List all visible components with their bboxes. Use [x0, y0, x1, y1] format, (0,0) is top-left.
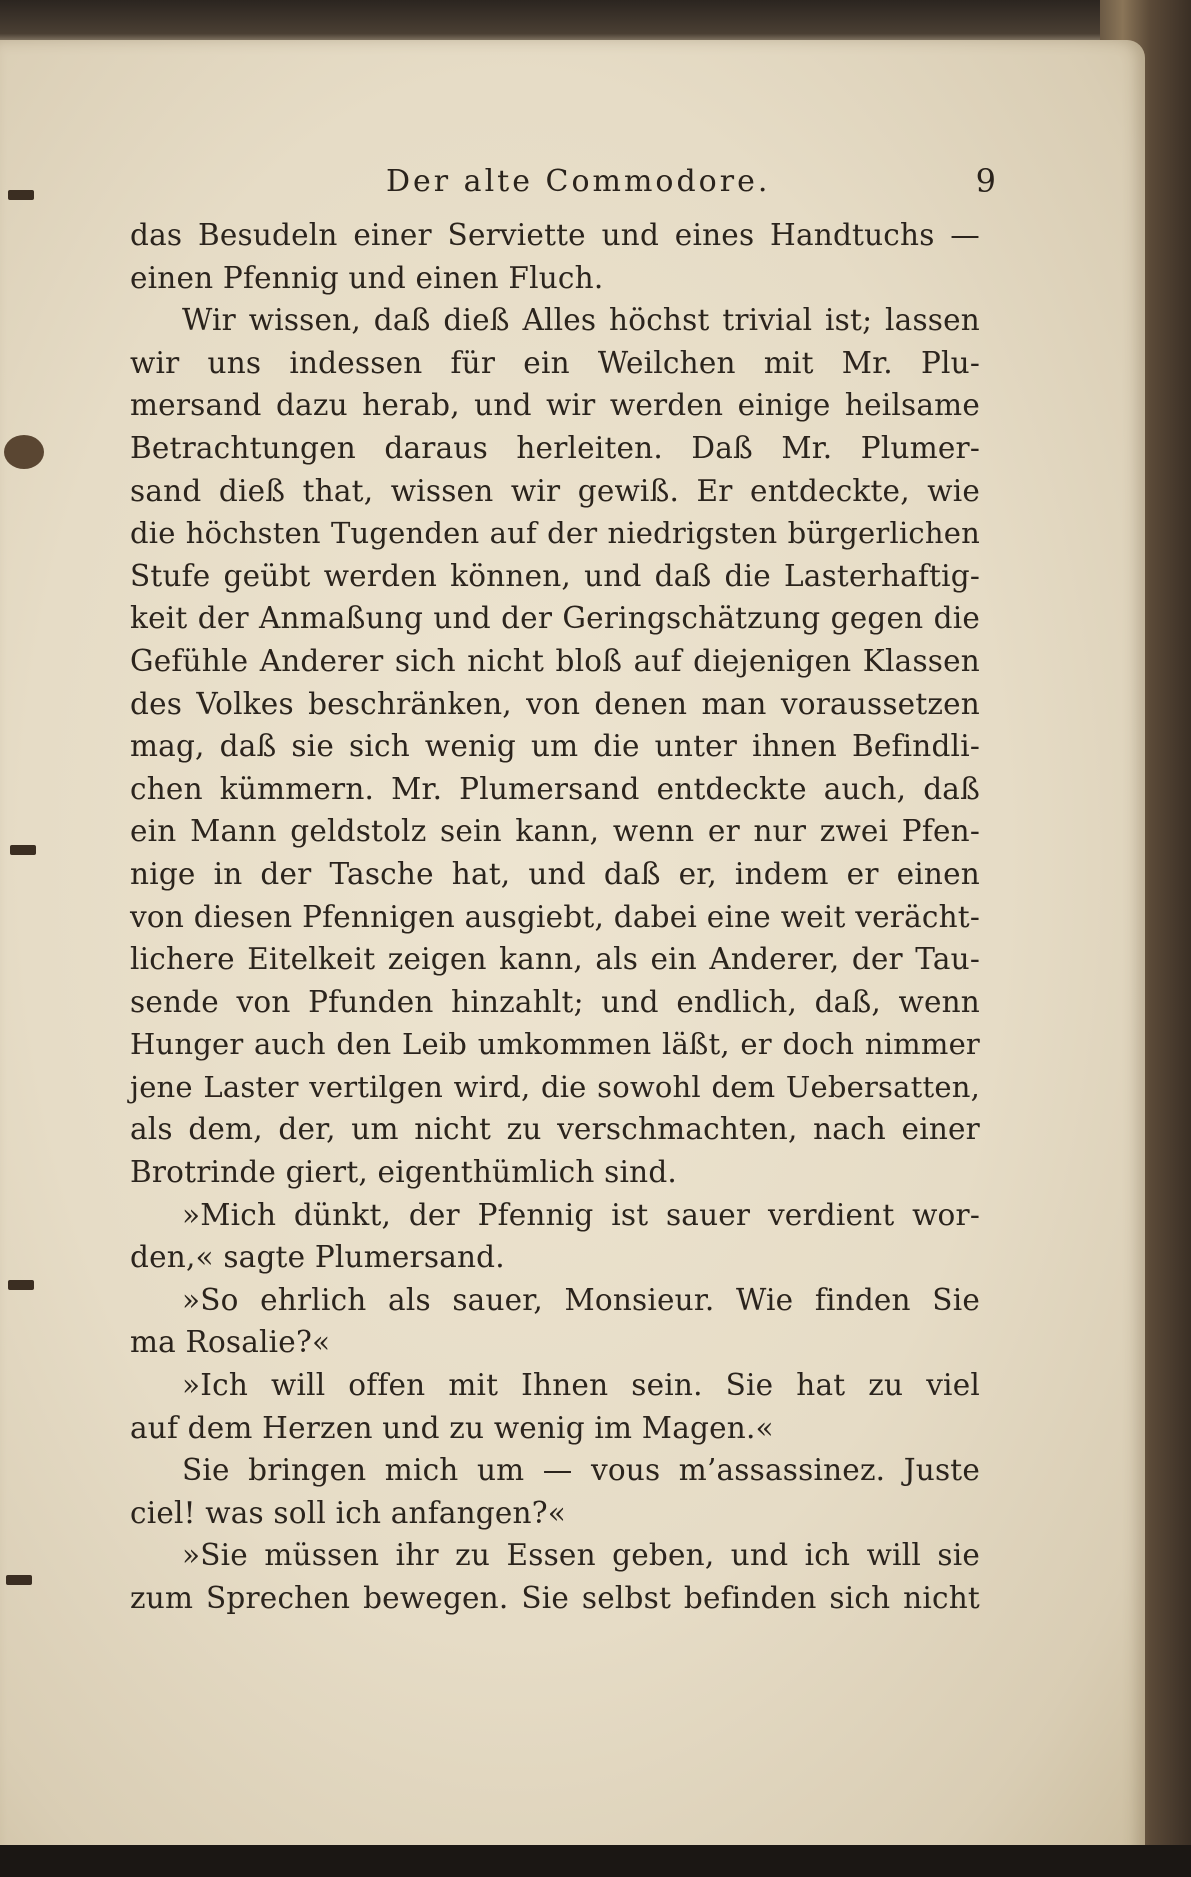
binding-mark — [8, 1280, 34, 1290]
text-line: die höchsten Tugenden auf der niedrigsten bürgerlichen — [130, 516, 980, 551]
text-line: sand dieß that, wissen wir gewiß. Er entdeckte, wie — [130, 473, 980, 508]
text-line: sende von Pfunden hinzahlt; und endlich, daß, wenn — [130, 984, 980, 1019]
running-title: Der alte Commodore. — [386, 164, 771, 199]
text-line: den,« sagte Plumersand. — [130, 1240, 505, 1275]
text-line: »Mich dünkt, der Pfennig ist sauer verdient wor- — [182, 1197, 980, 1232]
running-header — [130, 160, 996, 210]
text-line: das Besudeln einer Serviette und eines Handtuchs — — [130, 218, 980, 252]
text-line: jene Laster vertilgen wird, die sowohl dem Uebersatten, — [130, 1069, 980, 1104]
binding-mark — [6, 1575, 32, 1585]
text-line: mag, daß sie sich wenig um die unter ihnen Befindli- — [130, 729, 980, 764]
page-number: 9 — [975, 162, 996, 200]
text-line: Sie bringen mich um — vous m’assassinez. Juste — [182, 1453, 980, 1488]
text-line: »Sie müssen ihr zu Essen geben, und ich will sie — [182, 1538, 980, 1573]
text-line: mersand dazu herab, und wir werden einige heilsame — [130, 388, 980, 423]
text-line: Hunger auch den Leib umkommen läßt, er doch nimmer — [130, 1027, 980, 1062]
text-line: wir uns indessen für ein Weilchen mit Mr. Plu- — [130, 345, 980, 380]
text-line: Wir wissen, daß dieß Alles höchst trivial ist; lassen — [182, 303, 980, 338]
text-line: des Volkes beschränken, von denen man voraussetzen — [130, 686, 980, 721]
text-line: chen kümmern. Mr. Plumersand entdeckte auch, daß — [130, 771, 980, 806]
binding-mark — [4, 435, 44, 469]
text-line: »Ich will offen mit Ihnen sein. Sie hat zu viel — [182, 1368, 980, 1403]
text-line: ma Rosalie?« — [130, 1325, 331, 1360]
scan-bottom-edge — [0, 1845, 1191, 1877]
binding-mark — [10, 845, 36, 855]
text-line: nige in der Tasche hat, und daß er, indem er einen — [130, 856, 980, 891]
text-line: Stufe geübt werden können, und daß die Lasterhaftig- — [130, 558, 980, 593]
text-line: »So ehrlich als sauer, Monsieur. Wie finden Sie — [182, 1282, 980, 1317]
text-line: von diesen Pfennigen ausgiebt, dabei eine weit verächt- — [130, 899, 980, 934]
binding-mark — [8, 190, 34, 200]
text-line: Brotrinde giert, eigenthümlich sind. — [130, 1155, 678, 1190]
body-text — [130, 214, 980, 1620]
text-line: zum Sprechen bewegen. Sie selbst befinden sich nicht — [130, 1581, 980, 1615]
text-line: Betrachtungen daraus herleiten. Daß Mr. Plumer- — [130, 430, 980, 465]
text-line: einen Pfennig und einen Fluch. — [130, 260, 604, 295]
text-line: ciel! was soll ich anfangen?« — [130, 1495, 567, 1530]
text-line: als dem, der, um nicht zu verschmachten, nach einer — [130, 1112, 980, 1147]
text-line: Gefühle Anderer sich nicht bloß auf diejenigen Klassen — [130, 643, 980, 678]
text-line: lichere Eitelkeit zeigen kann, als ein Anderer, der Tau- — [130, 942, 980, 977]
text-line: auf dem Herzen und zu wenig im Magen.« — [130, 1410, 774, 1445]
text-line: ein Mann geldstolz sein kann, wenn er nur zwei Pfen- — [130, 814, 980, 849]
text-line: keit der Anmaßung und der Geringschätzung gegen die — [130, 601, 980, 636]
